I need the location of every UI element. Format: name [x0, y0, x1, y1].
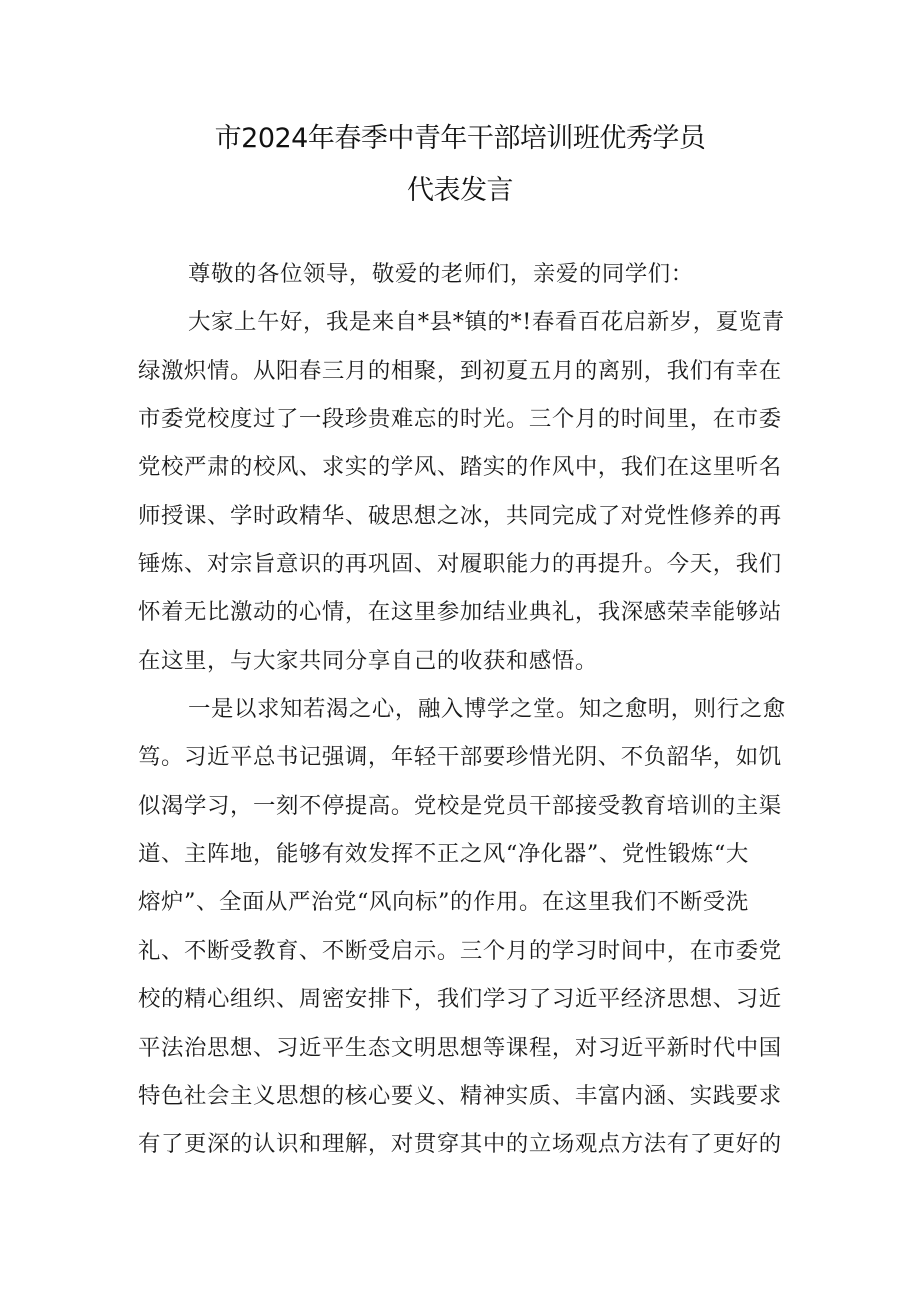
body-line: 大家上午好，我是来自*县*镇的*!春看百花启新岁，夏览青 — [188, 309, 785, 336]
body-line: 锤炼、对宗旨意识的再巩固、对履职能力的再提升。今天，我们 — [138, 551, 782, 578]
document-title-line-2: 代表发言 — [407, 175, 513, 206]
body-line: 似渴学习，一刻不停提高。党校是党员干部接受教育培训的主渠 — [138, 792, 782, 819]
body-line: 平法治思想、习近平生态文明思想等课程，对习近平新时代中国 — [138, 1034, 782, 1061]
body-line: 怀着无比激动的心情，在这里参加结业典礼，我深感荣幸能够站 — [138, 599, 782, 626]
body-line: 道、主阵地，能够有效发挥不正之风“净化器”、党性锻炼“大 — [138, 841, 749, 868]
body-line: 在这里，与大家共同分享自己的收获和感悟。 — [138, 647, 598, 674]
body-line: 笃。习近平总书记强调，年轻干部要珍惜光阴、不负韶华，如饥 — [138, 744, 782, 771]
body-line: 礼、不断受教育、不断受启示。三个月的学习时间中，在市委党 — [138, 937, 782, 964]
body-line: 一是以求知若渴之心，融入博学之堂。知之愈明，则行之愈 — [188, 696, 786, 723]
body-line: 特色社会主义思想的核心要义、精神实质、丰富内涵、实践要求 — [138, 1082, 782, 1109]
body-line: 绿激炽情。从阳春三月的相聚，到初夏五月的离别，我们有幸在 — [138, 357, 782, 384]
document-title-line-1: 市2024年春季中青年干部培训班优秀学员 — [214, 123, 706, 154]
body-line: 尊敬的各位领导，敬爱的老师们，亲爱的同学们： — [188, 261, 694, 287]
body-line: 校的精心组织、周密安排下，我们学习了习近平经济思想、习近 — [138, 986, 782, 1013]
document-body — [138, 250, 786, 1169]
body-line: 党校严肃的校风、求实的学风、踏实的作风中，我们在这里听名 — [138, 454, 782, 481]
body-line: 师授课、学时政精华、破思想之冰，共同完成了对党性修养的再 — [138, 502, 782, 529]
body-line: 市委党校度过了一段珍贵难忘的时光。三个月的时间里，在市委 — [138, 406, 782, 433]
body-line: 有了更深的认识和理解，对贯穿其中的立场观点方法有了更好的 — [138, 1131, 782, 1158]
body-line: 熔炉”、全面从严治党“风向标”的作用。在这里我们不断受洗 — [138, 889, 749, 916]
